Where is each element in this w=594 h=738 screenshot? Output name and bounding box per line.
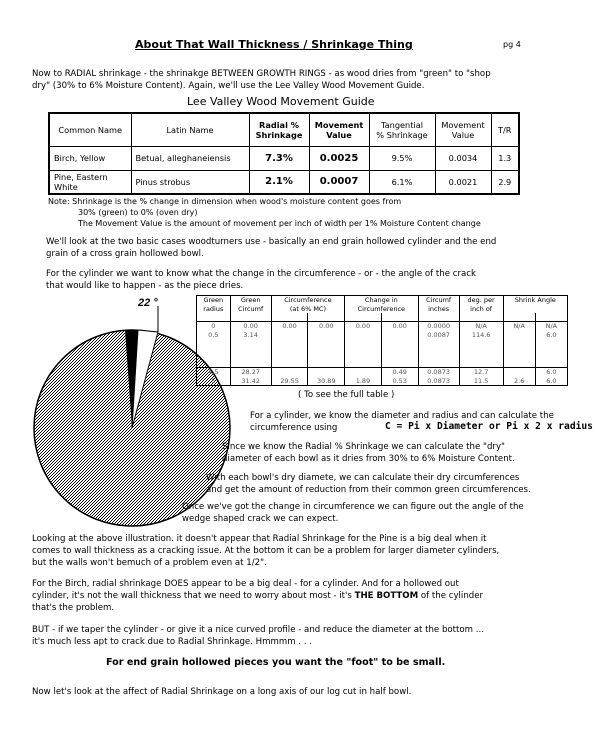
cell-tangential: 6.1%	[369, 170, 435, 194]
ft-cell: 0.00	[345, 322, 382, 331]
right-text-line-4: diameter of each bowl as it dries from 30% to 6% Moisture Content.	[222, 454, 515, 464]
ft-cell	[345, 367, 382, 376]
ft-header-cell	[503, 313, 535, 322]
closing-line: Now let's look at the affect of Radial Shrinkage on a long axis of our log cut in half bowl.	[32, 687, 412, 697]
para3-line-3: but the walls won't bemuch of a problem even at 1/2".	[32, 558, 267, 568]
header-tangential-movement: Movement Value	[435, 113, 491, 146]
ft-cell: N/A	[535, 322, 567, 331]
table-row	[197, 377, 568, 386]
ft-cell	[381, 331, 418, 340]
full-table-link[interactable]: ( To see the full table )	[298, 390, 395, 400]
circumference-formula: C = Pi x Diameter or Pi x 2 x radius	[385, 421, 593, 432]
cell-tmovement: 0.0034	[435, 146, 491, 170]
ft-header-cell	[418, 313, 459, 322]
para4-line-3: that's the problem.	[32, 603, 115, 613]
para2-line-1: For the cylinder we want to know what the change in the circumference - or - the angle of the crack	[46, 269, 476, 279]
ft-header-cell: Shrink Angle	[503, 296, 567, 305]
wood-movement-table	[48, 112, 520, 195]
table-row	[197, 367, 568, 376]
ft-header-cell: Circumference	[271, 296, 344, 305]
angle-label: 22 °	[138, 298, 158, 309]
cell-tr: 2.9	[491, 170, 519, 194]
ft-cell: 0.0873	[418, 377, 459, 386]
ft-cell: 11.5	[459, 377, 503, 386]
ft-cell: 0.0000	[418, 322, 459, 331]
right-text-line-3: Since we know the Radial % Shrinkage we can calculate the "dry"	[222, 442, 505, 452]
emphasis-statement: For end grain hollowed pieces you want the "foot" to be small.	[106, 657, 446, 668]
ft-cell: 0.00	[230, 322, 271, 331]
ft-cell: 0.49	[381, 367, 418, 376]
ft-header-cell	[535, 313, 567, 322]
ft-cell: 0.0873	[418, 367, 459, 376]
ft-header-cell	[197, 313, 231, 322]
ft-header-cell	[459, 313, 503, 322]
ft-header-cell	[345, 313, 382, 322]
ft-header-cell: Green	[230, 296, 271, 305]
note-line-3: The Movement Value is the amount of movement per inch of width per 1% Moisture Content change	[78, 219, 481, 228]
table-row	[197, 331, 568, 340]
ft-cell: N/A	[503, 322, 535, 331]
para1-line-2: grain of a cross grain hollowed bowl.	[46, 249, 204, 259]
right-text-line-5: With each bowl's dry diamete, we can calculate their dry circumferences	[206, 473, 520, 483]
the-bottom-emphasis: THE BOTTOM	[354, 591, 419, 601]
ft-cell: 5	[197, 377, 231, 386]
ft-cell	[345, 331, 382, 340]
note-line-1: Note: Shrinkage is the % change in dimension when wood's moisture content goes from	[48, 197, 402, 206]
ft-cell: 30.89	[308, 377, 345, 386]
ft-header-cell: Green	[197, 296, 231, 305]
ft-cell: 12.7	[459, 367, 503, 376]
note-line-2: 30% (green) to 0% (oven dry)	[78, 208, 198, 217]
para4-line-2: cylinder, it's not the wall thickness that we need to worry about most - it's THE BOTTOM of the cylinder	[32, 591, 484, 601]
para4-line-1: For the Birch, radial shrinkage DOES appear to be a big deal - for a cylinder. And for a hollowed out	[32, 579, 459, 589]
right-text-line-1: For a cylinder, we know the diameter and radius and can calculate the	[250, 411, 554, 421]
guide-title: Lee Valley Wood Movement Guide	[187, 95, 375, 108]
ft-header-cell	[271, 313, 308, 322]
cell-tr: 1.3	[491, 146, 519, 170]
cell-common: Pine, Eastern White	[49, 170, 131, 194]
ft-header-cell: Change in	[345, 296, 418, 305]
table-gap-row	[197, 339, 568, 367]
page-title: About That Wall Thickness / Shrinkage Thing	[135, 38, 413, 51]
ft-header-cell	[230, 313, 271, 322]
ft-header-cell: inches	[418, 305, 459, 314]
header-radial-shrinkage: Radial % Shrinkage	[249, 113, 309, 146]
full-shrinkage-table	[196, 295, 568, 386]
ft-header-cell: Circumference	[345, 305, 418, 314]
ft-cell: 114.6	[459, 331, 503, 340]
para5-line-2: it's much less apt to crack due to Radial Shrinkage. Hmmmm . . .	[32, 637, 313, 647]
right-text-line-6: and get the amount of reduction from their common green circumferences.	[206, 485, 531, 495]
intro-line-2: dry" (30% to 6% Moisture Content). Again, we'll use the Lee Valley Wood Movement Guide.	[32, 81, 425, 91]
ft-cell: 6.0	[535, 331, 567, 340]
ft-header-cell: (at 6% MC)	[271, 305, 344, 314]
header-movement-value: Movement Value	[309, 113, 369, 146]
header-common-name: Common Name	[49, 113, 131, 146]
ft-cell: 0	[197, 322, 231, 331]
ft-cell: 31.42	[230, 377, 271, 386]
ft-cell: 0.53	[381, 377, 418, 386]
para3-line-1: Looking at the above illustration. it doesn't appear that Radial Shrinkage for the Pine is a big deal when it	[32, 534, 487, 544]
ft-header-cell: Circumf	[230, 305, 271, 314]
ft-header-cell: radius	[197, 305, 231, 314]
page-number: pg 4	[503, 40, 521, 49]
cell-common: Birch, Yellow	[49, 146, 131, 170]
ft-cell	[503, 367, 535, 376]
header-tr: T/R	[491, 113, 519, 146]
table-row	[197, 322, 568, 331]
ft-cell: N/A	[459, 322, 503, 331]
ft-header-cell	[503, 305, 567, 314]
cell-latin: Betual, alleghaneiensis	[131, 146, 249, 170]
ft-cell: 0.5	[197, 331, 231, 340]
header-tangential-shrinkage: Tangential % Shrinkage	[369, 113, 435, 146]
para3-line-2: comes to wall thickness as a cracking issue. At the bottom it can be a problem for larger diameter cylinders,	[32, 546, 500, 556]
ft-header-cell: inch of	[459, 305, 503, 314]
cell-tmovement: 0.0021	[435, 170, 491, 194]
ft-cell: 6.0	[535, 367, 567, 376]
ft-cell: 0.00	[271, 322, 308, 331]
header-latin-name: Latin Name	[131, 113, 249, 146]
right-text-line-7: Once we've got the change in circumference we can figure out the angle of the	[182, 502, 524, 512]
ft-cell: 29.55	[271, 377, 308, 386]
ft-cell: 3.14	[230, 331, 271, 340]
ft-cell: 1.89	[345, 377, 382, 386]
ft-cell	[271, 367, 308, 376]
ft-cell: 2.6	[503, 377, 535, 386]
intro-line-1: Now to RADIAL shrinkage - the shrinakge BETWEEN GROWTH RINGS - as wood dries from "green" to "shop	[32, 69, 491, 79]
ft-cell	[308, 367, 345, 376]
cell-radial: 7.3%	[249, 146, 309, 170]
ft-cell	[308, 331, 345, 340]
cell-tangential: 9.5%	[369, 146, 435, 170]
ft-cell	[271, 331, 308, 340]
cell-latin: Pinus strobus	[131, 170, 249, 194]
ft-header-cell: Circumf	[418, 296, 459, 305]
table-row	[49, 146, 519, 170]
right-text-line-2: circumference using	[250, 423, 338, 433]
ft-cell: 0.0087	[418, 331, 459, 340]
ft-header-cell: deg. per	[459, 296, 503, 305]
right-text-line-8: wedge shaped crack we can expect.	[182, 514, 339, 524]
para1-line-1: We'll look at the two basic cases woodturners use - basically an end grain hollowed cylinder and the end	[46, 237, 497, 247]
cell-radial: 2.1%	[249, 170, 309, 194]
ft-cell: 28.27	[230, 367, 271, 376]
ft-cell	[503, 331, 535, 340]
ft-cell: 0.00	[381, 322, 418, 331]
cell-movement: 0.0007	[309, 170, 369, 194]
table-row	[49, 170, 519, 194]
ft-header-cell	[381, 313, 418, 322]
ft-cell: 6.0	[535, 377, 567, 386]
para2-line-2: that would like to happen - as the piece dries.	[46, 281, 244, 291]
cell-movement: 0.0025	[309, 146, 369, 170]
ft-cell: 4.5	[197, 367, 231, 376]
para5-line-1: BUT - if we taper the cylinder - or give it a nice curved profile - and reduce the diameter at the bottom ...	[32, 625, 484, 635]
ft-header-cell	[308, 313, 345, 322]
ft-cell: 0.00	[308, 322, 345, 331]
